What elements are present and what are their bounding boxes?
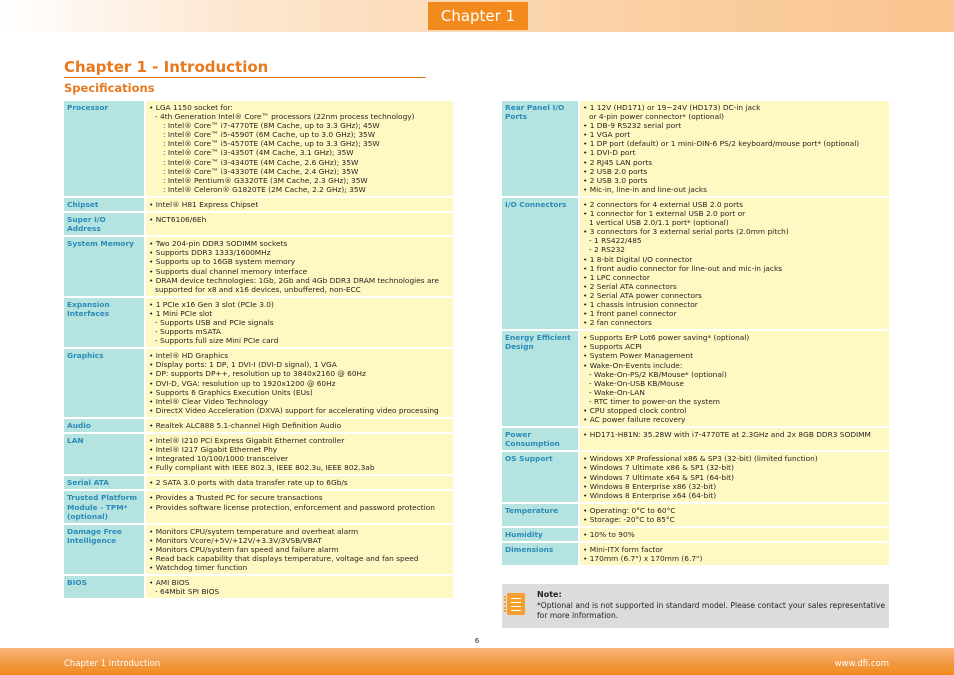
spec-line: • Monitors CPU/system temperature and overheat alarm — [149, 526, 359, 536]
spec-line: • CPU stopped clock control — [583, 406, 687, 415]
spec-line: • Intel® I210 PCI Express Gigabit Ethernet controller — [149, 436, 345, 445]
spec-line: • 1 chassis intrusion connector — [583, 299, 698, 309]
note-text: *Optional and is not supported in standard model. Please contact your sales representative for more information. — [537, 601, 885, 620]
spec-line: • Supports ErP Lot6 power saving* (optional) — [583, 333, 750, 343]
spec-line: • Windows 8 Enterprise x86 (32-bit) — [583, 481, 717, 491]
spec-line: - Supports mSATA — [155, 327, 221, 337]
spec-row — [64, 213, 453, 235]
spec-line: • 2 USB 2.0 ports — [583, 166, 648, 176]
spec-line: - Wake-On-PS/2 KB/Mouse* (optional) — [589, 369, 727, 379]
spec-line: • Storage: -20°C to 85°C — [583, 514, 675, 524]
spec-row — [64, 491, 453, 522]
spec-line: • Mic-in, line-in and line-out jacks — [583, 184, 708, 194]
spec-line: • 2 connectors for 4 external USB 2.0 ports — [583, 199, 743, 209]
spec-value — [146, 491, 453, 522]
spec-line: • Operating: 0°C to 60°C — [583, 505, 676, 515]
spec-line: : Intel® Pentium® G3320TE (3M Cache, 2.3 GHz); 35W — [163, 175, 368, 185]
spec-label: Temperature — [502, 504, 580, 526]
spec-line: • 1 Mini PCIe slot — [149, 308, 213, 318]
spec-line: • 1 front panel connector — [583, 309, 677, 319]
spec-line: • Realtek ALC888 5.1-channel High Definition Audio — [149, 420, 341, 430]
title-divider — [64, 77, 426, 78]
spec-row — [64, 419, 453, 432]
spec-line: • Supports dual channel memory interface — [149, 266, 308, 276]
footer-chapter-label: Chapter 1 Introduction — [64, 659, 161, 669]
spec-row — [64, 476, 453, 489]
spec-line: : Intel® Core™ i5-4590T (6M Cache, up to 3.0 GHz); 35W — [163, 130, 376, 140]
spec-line: • 1 12V (HD171) or 19~24V (HD173) DC-in jack — [583, 103, 761, 112]
spec-value — [580, 528, 889, 541]
chapter-tab: Chapter 1 — [428, 2, 528, 30]
spec-line: • 2 RJ45 LAN ports — [583, 157, 653, 167]
spec-line: • HD171-H81N: 35.28W with i7-4770TE at 2.3GHz and 2x 8GB DDR3 SODIMM — [583, 430, 871, 440]
note-box — [502, 584, 889, 628]
spec-label: Super I/O Address — [64, 213, 146, 235]
spec-table-left — [64, 99, 453, 600]
spec-line: • 1 DP port (default) or 1 mini-DIN-6 PS/2 keyboard/mouse port* (optional) — [583, 139, 860, 149]
spec-label: Dimensions — [502, 543, 580, 565]
page-title: Chapter 1 - Introduction — [64, 58, 269, 76]
spec-line: • DVI-D, VGA: resolution up to 1920x1200 @ 60Hz — [149, 378, 336, 388]
spec-value — [146, 298, 453, 347]
spec-line: • 1 LPC connector — [583, 272, 650, 282]
spec-line: • 1 connector for 1 external USB 2.0 port or — [583, 209, 746, 219]
spec-line: • Monitors Vcore/+5V/+12V/+3.3V/3VSB/VBAT — [149, 535, 322, 545]
spec-line: • System Power Management — [583, 351, 693, 361]
spec-value — [580, 331, 889, 426]
spec-line: : Intel® Core™ i7-4770TE (8M Cache, up to 3.3 GHz); 45W — [163, 121, 380, 131]
spec-line: • Intel® HD Graphics — [149, 351, 229, 361]
spec-value — [580, 101, 889, 196]
spec-line: • 3 connectors for 3 external serial ports (2.0mm pitch) — [583, 227, 789, 237]
spec-line: • Wake-On-Events include: — [583, 360, 683, 370]
spec-line: • Mini-ITX form factor — [583, 545, 663, 555]
spec-line: • DRAM device technologies: 1Gb, 2Gb and 4Gb DDR3 DRAM technologies are — [149, 275, 439, 285]
spec-line: - 4th Generation Intel® Core™ processors (22nm process technology) — [155, 112, 415, 122]
spec-line: • 1 DB-9 RS232 serial port — [583, 121, 682, 131]
spec-line: - RTC timer to power-on the system — [589, 396, 720, 406]
spec-label: Audio — [64, 419, 146, 432]
spec-line: : Intel® Core™ i3-4340TE (4M Cache, 2.6 GHz); 35W — [163, 157, 359, 167]
spec-row — [64, 298, 453, 347]
spec-label: I/O Connectors — [502, 198, 580, 329]
spec-line: • 2 USB 3.0 ports — [583, 175, 648, 185]
spec-line: • Intel® H81 Express Chipset — [149, 199, 259, 209]
spec-label: Trusted Platform Module - TPM* (optional) — [64, 491, 146, 522]
spec-value — [146, 525, 453, 574]
spec-line: • AC power failure recovery — [583, 415, 686, 425]
spec-line: • 1 VGA port — [583, 130, 631, 140]
spec-row — [502, 543, 889, 565]
page-number: 6 — [474, 637, 480, 645]
spec-row — [64, 237, 453, 296]
spec-line: : Intel® Core™ i3-4350T (4M Cache, 3.1 GHz); 35W — [163, 148, 354, 158]
spec-row — [502, 331, 889, 426]
spec-line: • 1 front audio connector for line-out and mic-in jacks — [583, 263, 783, 273]
spec-line: • Windows XP Professional x86 & SP3 (32-bit) (limited function) — [583, 454, 818, 464]
spec-line: - 2 RS232 — [589, 245, 626, 255]
spec-label: BIOS — [64, 576, 146, 598]
spec-value — [146, 237, 453, 296]
spec-row — [502, 198, 889, 329]
spec-line: - Wake-On-USB KB/Mouse — [589, 378, 684, 388]
spec-line: • 2 SATA 3.0 ports with data transfer rate up to 6Gb/s — [149, 478, 348, 488]
spec-label: Damage Free Intelligence — [64, 525, 146, 574]
spec-line: • 10% to 90% — [583, 530, 635, 540]
section-heading: Specifications — [64, 81, 155, 95]
spec-label: Humidity — [502, 528, 580, 541]
spec-line: • Windows 7 Ultimate x64 & SP1 (64-bit) — [583, 472, 734, 482]
spec-line: 1 vertical USB 2.0/1.1 port* (optional) — [589, 218, 729, 228]
spec-line: • Two 204-pin DDR3 SODIMM sockets — [149, 239, 288, 249]
spec-value — [580, 428, 889, 450]
spec-label: OS Support — [502, 452, 580, 501]
spec-line: - Wake-On-LAN — [589, 387, 645, 397]
spec-line: • 2 Serial ATA power connectors — [583, 290, 702, 300]
spec-line: • Monitors CPU/system fan speed and failure alarm — [149, 544, 339, 554]
spec-line: - Supports full size Mini PCIe card — [155, 336, 279, 346]
spec-line: - Supports USB and PCIe signals — [155, 317, 274, 327]
spec-value — [146, 198, 453, 211]
spec-line: • Read back capability that displays temperature, voltage and fan speed — [149, 554, 419, 564]
spec-line: • Supports 6 Graphics Execution Units (EUs) — [149, 387, 313, 397]
spec-value — [580, 543, 889, 565]
spec-line: • 1 PCIe x16 Gen 3 slot (PCIe 3.0) — [149, 299, 274, 309]
spec-row — [64, 198, 453, 211]
spec-label: Processor — [64, 101, 146, 196]
spec-value — [580, 452, 889, 501]
spec-value — [146, 349, 453, 417]
spec-line: : Intel® Celeron® G1820TE (2M Cache, 2.2 GHz); 35W — [163, 184, 366, 194]
spec-table-right — [502, 99, 889, 567]
spec-row — [64, 101, 453, 196]
spec-line: • Provides a Trusted PC for secure transactions — [149, 493, 323, 503]
spec-line: supported for x8 and x16 devices, unbuffered, non-ECC — [155, 284, 361, 294]
spec-row — [64, 576, 453, 598]
spec-row — [502, 504, 889, 526]
spec-line: • Supports ACPI — [583, 342, 642, 352]
spec-line: • AMI BIOS — [149, 578, 190, 588]
spec-label: Graphics — [64, 349, 146, 417]
spec-line: • DirectX Video Acceleration (DXVA) support for accelerating video processing — [149, 405, 439, 415]
spec-row — [502, 428, 889, 450]
spec-line: • 1 DVI-D port — [583, 148, 636, 158]
spec-line: • Intel® Clear Video Technology — [149, 396, 268, 406]
spec-line: • LGA 1150 socket for: — [149, 103, 233, 112]
spec-label: Expansion Interfaces — [64, 298, 146, 347]
spec-value — [146, 576, 453, 598]
spec-label: Serial ATA — [64, 476, 146, 489]
spec-row — [64, 349, 453, 417]
spec-line: • DP: supports DP++, resolution up to 3840x2160 @ 60Hz — [149, 369, 366, 379]
spec-value — [146, 101, 453, 196]
spec-row — [64, 525, 453, 574]
spec-line: • 1 8-bit Digital I/O connector — [583, 254, 693, 264]
notepad-icon — [507, 593, 525, 615]
spec-line: • Display ports: 1 DP, 1 DVI-I (DVI-D signal), 1 VGA — [149, 360, 337, 370]
spec-value — [580, 504, 889, 526]
spec-line: or 4-pin power connector* (optional) — [589, 112, 725, 122]
spec-row — [502, 452, 889, 501]
note-title: Note: — [537, 590, 562, 599]
spec-line: : Intel® Core™ i5-4570TE (4M Cache, up to 3.3 GHz); 35W — [163, 139, 380, 149]
spec-line: - 64Mbit SPI BIOS — [155, 587, 220, 597]
spec-value — [146, 213, 453, 235]
spec-line: • Supports DDR3 1333/1600MHz — [149, 248, 271, 258]
spec-row — [64, 434, 453, 474]
spec-line: • Integrated 10/100/1000 transceiver — [149, 454, 289, 464]
spec-line: • Windows 7 Ultimate x86 & SP1 (32-bit) — [583, 463, 734, 473]
spec-label: Energy Efficient Design — [502, 331, 580, 426]
spec-label: Rear Panel I/O Ports — [502, 101, 580, 196]
spec-row — [502, 101, 889, 196]
spec-label: LAN — [64, 434, 146, 474]
spec-label: System Memory — [64, 237, 146, 296]
spec-line: • Windows 8 Enterprise x64 (64-bit) — [583, 490, 717, 500]
spec-line: • 2 fan connectors — [583, 318, 652, 328]
spec-line: • Watchdog timer function — [149, 563, 248, 573]
spec-line: • Intel® I217 Gigabit Ethernet Phy — [149, 445, 278, 455]
footer-website: www.dfi.com — [834, 659, 889, 669]
spec-value — [146, 434, 453, 474]
spec-row — [502, 528, 889, 541]
spec-line: • Provides software license protection, enforcement and password protection — [149, 502, 435, 512]
spec-line: • Fully compliant with IEEE 802.3, IEEE 802.3u, IEEE 802.3ab — [149, 463, 375, 473]
spec-value — [146, 476, 453, 489]
spec-label: Power Consumption — [502, 428, 580, 450]
spec-value — [146, 419, 453, 432]
spec-value — [580, 198, 889, 329]
spec-line: • 2 Serial ATA connectors — [583, 281, 677, 291]
spec-line: • 170mm (6.7") x 170mm (6.7") — [583, 554, 703, 564]
spec-line: • Supports up to 16GB system memory — [149, 257, 296, 267]
spec-line: • NCT6106/6Eh — [149, 215, 207, 225]
spec-label: Chipset — [64, 198, 146, 211]
spec-line: - 1 RS422/485 — [589, 236, 642, 246]
spec-line: : Intel® Core™ i3-4330TE (4M Cache, 2.4 GHz); 35W — [163, 166, 359, 176]
